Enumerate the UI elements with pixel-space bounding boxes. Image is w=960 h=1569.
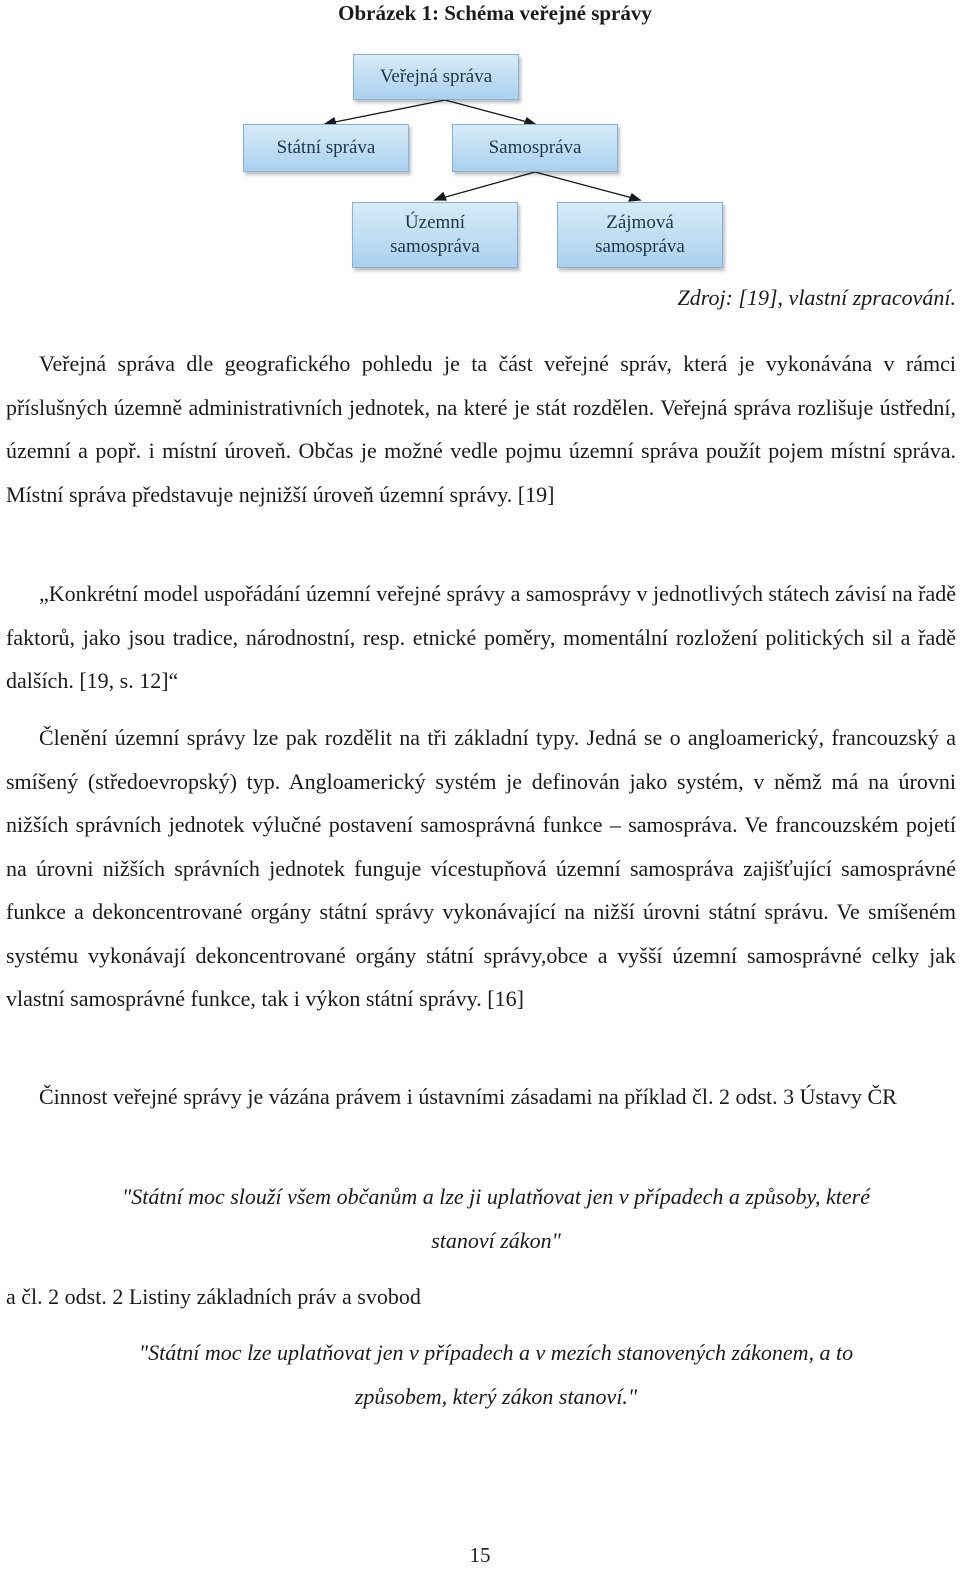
figure-source: Zdroj: [19], vlastní zpracování. — [677, 285, 956, 310]
paragraph-1: Veřejná správa dle geografického pohledu je ta část veřejné správ, která je vykonávána v rámci příslušných územně administrativních jednotek, na které je stát rozdělen. Veřejná správa rozlišuje ústřední, územní a popř. i místní úroveň. Občas je možné vedle pojmu územní správa použít pojem místní správa. Místní správa představuje nejnižší úroveň územní správy. [19] — [6, 351, 956, 507]
node-interest-self-government: Zájmová samospráva — [557, 202, 723, 268]
paragraph-3: Členění územní správy lze pak rozdělit na tři základní typy. Jedná se o angloamerický, francouzský a smíšený (středoevropský) typ. Angloamerický systém je definován jako systém, v němž má na úrovni nižších správních jednotek výlučné postavení samosprávná funkce – samospráva. Ve francouzském pojetí na úrovni nižších správních jednotek funguje vícestupňová územní samospráva zajišťující samosprávné funkce a dekoncentrované orgány státní správy vykonávající na nižší úrovni státní správu. Ve smíšeném systému vykonávají dekoncentrované orgány státní správy,obce a vyšší územní samosprávné celky jak vlastní samosprávné funkce, tak i výkon státní správy. [16] — [6, 725, 956, 1011]
node-territorial-self-government: Územní samospráva — [352, 202, 518, 268]
paragraph-5: a čl. 2 odst. 2 Listiny základních práv a svobod — [6, 1284, 421, 1309]
node-public-administration: Veřejná správa — [353, 54, 519, 100]
page-number: 15 — [469, 1543, 491, 1567]
org-diagram — [0, 52, 960, 282]
paragraph-4: Činnost veřejné správy je vázána právem i ústavními zásadami na příklad čl. 2 odst. 3 Ústavy ČR — [39, 1084, 897, 1109]
quote-paragraph: „Konkrétní model uspořádání územní veřejné správy a samosprávy v jednotlivých státech závisí na řadě faktorů, jako jsou tradice, národnostní, resp. etnické poměry, momentální rozložení politických sil a řadě dalších. [19, s. 12]“ — [6, 581, 956, 693]
charter-quote: "Státní moc lze uplatňovat jen v případech a v mezích stanovených zákonem, a to způsobem, který zákon stanoví." — [138, 1340, 854, 1409]
node-state-administration: Státní správa — [243, 124, 409, 172]
node-self-government: Samospráva — [452, 124, 618, 172]
constitution-quote: "Státní moc slouží všem občanům a lze ji uplatňovat jen v případech a způsoby, které stanoví zákon" — [122, 1184, 870, 1253]
figure-caption: Obrázek 1: Schéma veřejné správy — [338, 1, 652, 25]
